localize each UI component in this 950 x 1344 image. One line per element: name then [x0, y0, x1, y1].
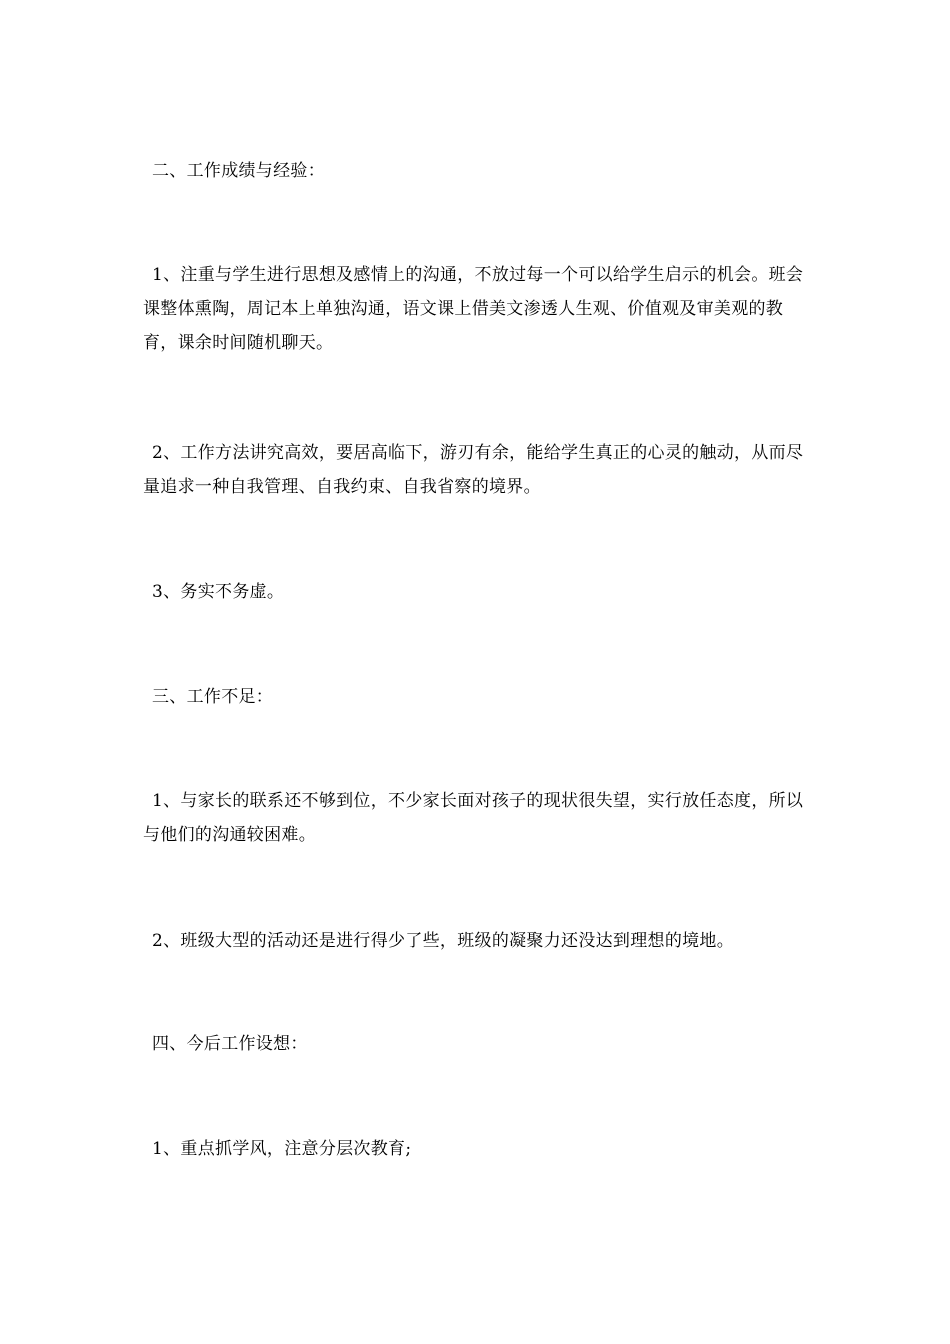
- paragraph-future-plan-1: 1、重点抓学风，注意分层次教育;: [152, 1139, 412, 1159]
- paragraph-shortcoming-1: 1、与家长的联系还不够到位，不少家长面对孩子的现状很失望，实行放任态度，所以与他们的沟通较困难。: [143, 791, 804, 845]
- paragraph-achievement-3: 3、务实不务虚。: [152, 582, 285, 602]
- section-heading-future-plans: 四、今后工作设想：: [152, 1034, 308, 1054]
- paragraph-shortcoming-2: 2、班级大型的活动还是进行得少了些，班级的凝聚力还没达到理想的境地。: [152, 931, 735, 951]
- section-heading-achievements: 二、工作成绩与经验：: [152, 161, 325, 181]
- paragraph-achievement-2: 2、工作方法讲究高效，要居高临下，游刃有余，能给学生真正的心灵的触动，从而尽量追求一种自我管理、自我约束、自我省察的境界。: [143, 443, 804, 497]
- paragraph-achievement-1: 1、注重与学生进行思想及感情上的沟通，不放过每一个可以给学生启示的机会。班会课整体熏陶，周记本上单独沟通，语文课上借美文渗透人生观、价值观及审美观的教育，课余时间随机聊天。: [143, 265, 804, 353]
- section-heading-shortcomings: 三、工作不足：: [152, 687, 274, 707]
